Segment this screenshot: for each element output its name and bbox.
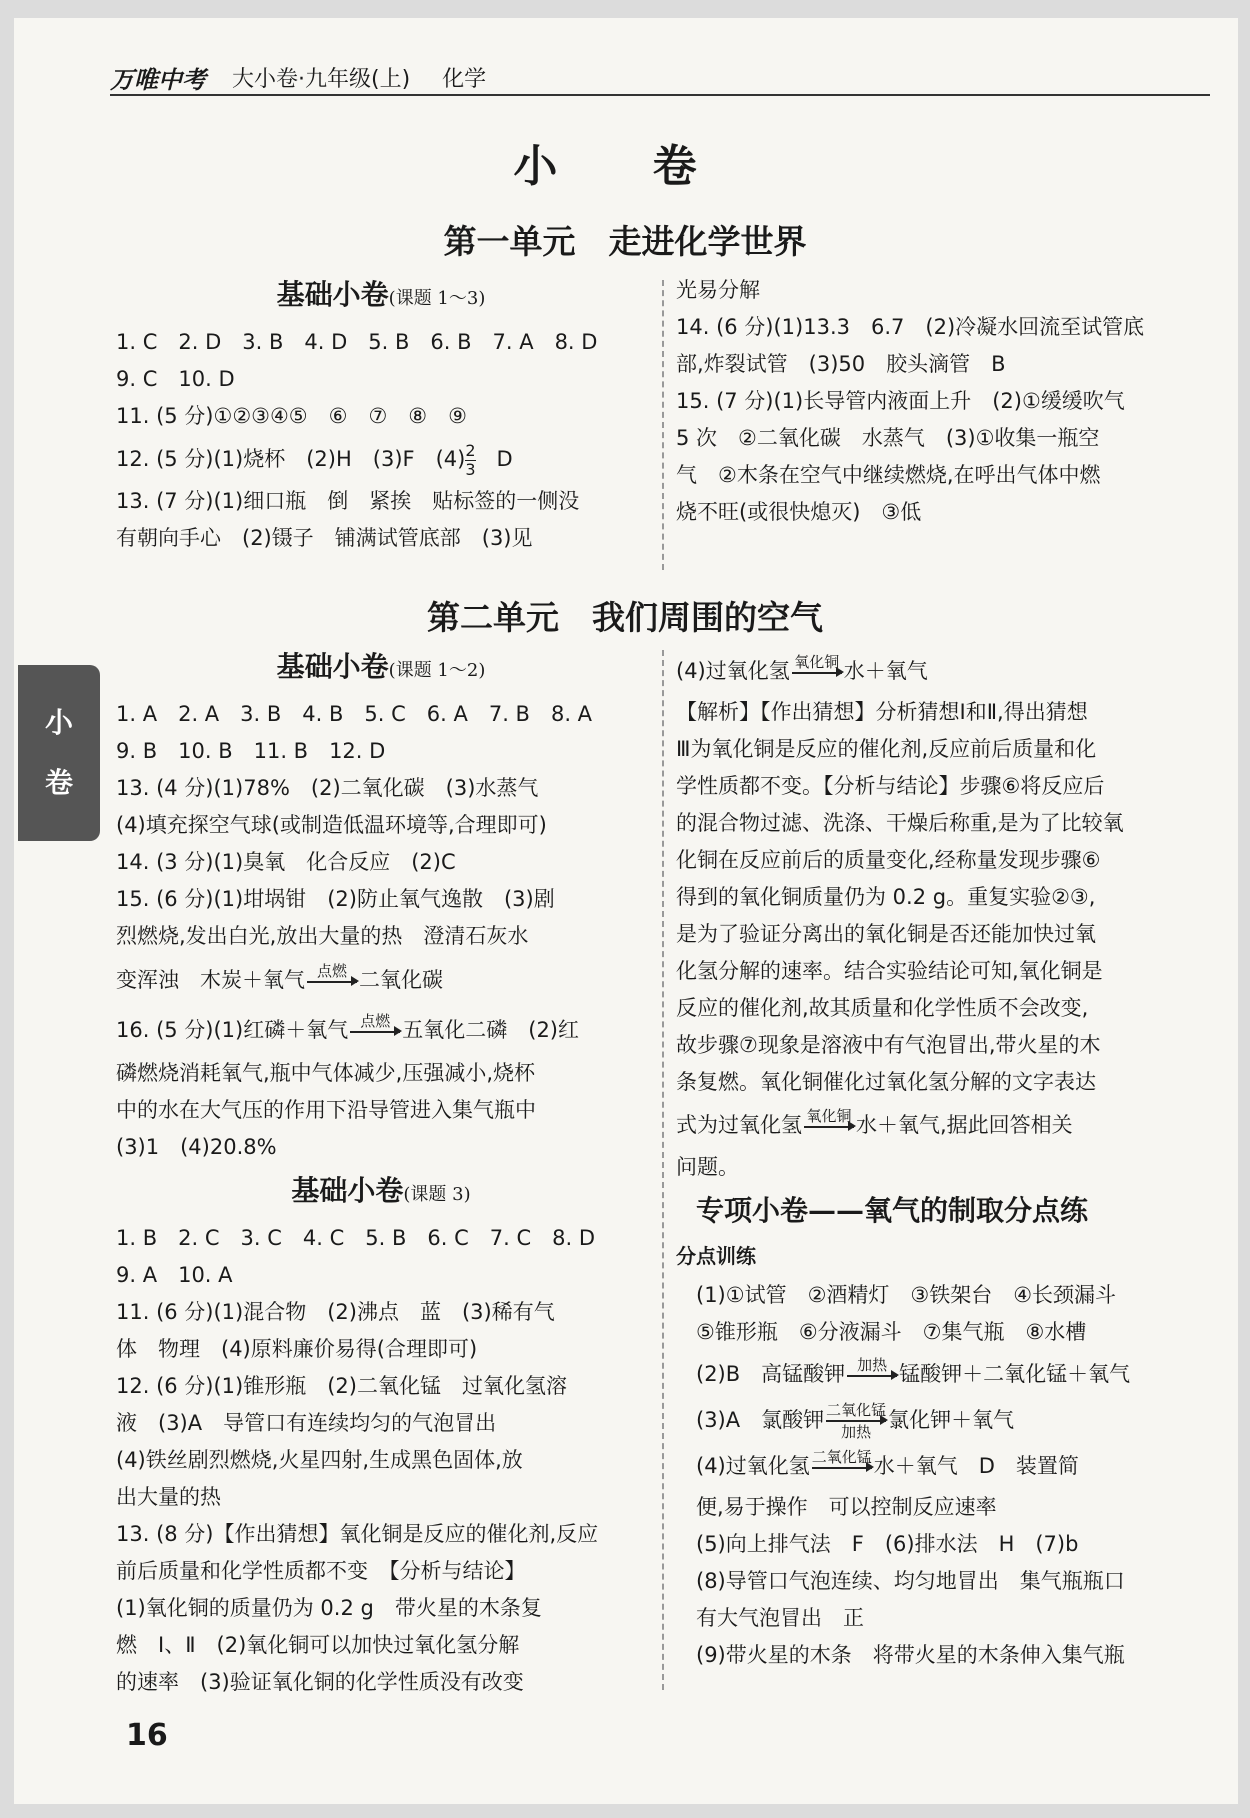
answer-line: 9. B 10. B 11. B 12. D [116,739,386,763]
answer-line: 13. (4 分)(1)78% (2)二氧化碳 (3)水蒸气 [116,776,539,800]
answer-line-q12: 12. (5 分)(1)烧杯 (2)H (3)F (4) $\frac{2}{3}$ D [116,440,513,479]
column-divider [662,650,664,1690]
subject-label: 化学 [442,66,487,92]
answer-line: (1)①试管 ②酒精灯 ③铁架台 ④长颈漏斗 [696,1283,1117,1307]
practice-label: 分点训练 [676,1244,756,1268]
unit1-title: 第一单元 走进化学世界 [443,222,807,261]
answer-line: 化铜在反应前后的质量变化,经称量发现步骤⑥ [676,848,1101,872]
answer-line: 14. (3 分)(1)臭氧 化合反应 (2)C [116,850,456,874]
answer-line: 燃 Ⅰ、Ⅱ (2)氧化铜可以加快过氧化氢分解 [116,1633,520,1657]
answer-line: 烧不旺(或很快熄灭) ③低 [676,500,922,524]
side-tab [18,665,100,841]
answer-line: 1. A 2. A 3. B 4. B 5. C 6. A 7. B 8. A [116,702,593,726]
side-tab-char: 小 [44,706,73,739]
equation-line: (4)过氧化氢 氧化铜 水＋氧气 [676,648,1206,694]
answer-line: 中的水在大气压的作用下沿导管进入集气瓶中 [116,1098,536,1122]
answer-line: 气 ②木条在空气中继续燃烧,在呼出气体中燃 [676,463,1101,487]
answer-line: 烈燃烧,发出白光,放出大量的热 澄清石灰水 [116,924,529,948]
answer-line: 9. A 10. A [116,1263,233,1287]
answer-line: 13. (8 分)【作出猜想】氧化铜是反应的催化剂,反应 [116,1522,599,1546]
answer-line: 15. (6 分)(1)坩埚钳 (2)防止氧气逸散 (3)剧 [116,887,555,911]
unit2-right-column [676,648,1206,1674]
answer-line: 1. C 2. D 3. B 4. D 5. B 6. B 7. A 8. D [116,330,598,354]
book-series: 大小卷·九年级(上) [232,66,411,92]
answer-line: 的速率 (3)验证氧化铜的化学性质没有改变 [116,1670,524,1694]
equation-line: (3)A 氯酸钾 二氧化锰 加热 氯化钾＋氧气 [696,1401,1015,1441]
answer-line: 便,易于操作 可以控制反应速率 [696,1495,997,1519]
page-number: 16 [126,1718,168,1753]
answer-line: 故步骤⑦现象是溶液中有气泡冒出,带火星的木 [676,1033,1101,1057]
side-tab-char: 卷 [44,766,73,799]
answer-line: Ⅲ为氧化铜是反应的催化剂,反应前后质量和化 [676,737,1097,761]
answer-line: 13. (7 分)(1)细口瓶 倒 紧挨 贴标签的一侧没 [116,489,580,513]
answer-line: 光易分解 [676,278,760,302]
answer-line: 的混合物过滤、洗涤、干燥后称重,是为了比较氧 [676,811,1124,835]
answer-line: 问题。 [676,1155,739,1179]
answer-line: 是为了验证分离出的氧化铜是否还能加快过氧 [676,922,1096,946]
equation-line: 式为过氧化氢 氧化铜 水＋氧气,据此回答相关 [676,1101,1206,1149]
answer-line: 5 次 ②二氧化碳 水蒸气 (3)①收集一瓶空 [676,426,1100,450]
reaction-arrow: 氧化铜 [802,1108,856,1144]
answer-line: 有朝向手心 (2)镊子 铺满试管底部 (3)见 [116,526,533,550]
equation-line: (2)B 高锰酸钾 加热 锰酸钾＋二氧化锰＋氧气 [676,1351,1206,1397]
answer-line: (4)铁丝剧烈燃烧,火星四射,生成黑色固体,放 [116,1448,523,1472]
answer-line: 14. (6 分)(1)13.3 6.7 (2)冷凝水回流至试管底 [676,315,1145,339]
answer-line: 反应的催化剂,故其质量和化学性质不会改变, [676,996,1089,1020]
answer-line: 学性质都不变。【分析与结论】步骤⑥将反应后 [676,774,1105,798]
answer-line: 9. C 10. D [116,367,235,391]
answer-line: 11. (5 分)①②③④⑤ ⑥ ⑦ ⑧ ⑨ [116,404,467,428]
reaction-arrow: 二氧化锰 [810,1449,874,1485]
answer-line: (9)带火星的木条 将带火星的木条伸入集气瓶 [696,1643,1125,1667]
answer-line: 前后质量和化学性质都不变 【分析与结论】 [116,1559,526,1583]
unit2-left-column [116,642,646,1701]
special-section-title: 专项小卷——氧气的制取分点练 [696,1194,1089,1227]
answer-line: 有大气泡冒出 正 [696,1606,864,1630]
column-divider [662,280,664,570]
main-title: 小 卷 [513,141,737,192]
reaction-arrow: 氧化铜 [790,654,844,690]
reaction-arrow: 点燃 [305,963,359,999]
answer-line: 12. (6 分)(1)锥形瓶 (2)二氧化锰 过氧化氢溶 [116,1374,567,1398]
answer-line: 部,炸裂试管 (3)50 胶头滴管 B [676,352,1006,376]
unit1-left-column [116,270,646,557]
equation-line: (4)过氧化氢 二氧化锰 水＋氧气 D 装置简 [676,1443,1206,1489]
unit2-section1-title: 基础小卷(课题 1～2) [276,650,486,683]
answer-line: 得到的氧化铜质量仍为 0.2 g。重复实验②③, [676,885,1096,909]
answer-line: 11. (6 分)(1)混合物 (2)沸点 蓝 (3)稀有气 [116,1300,555,1324]
answer-line: 出大量的热 [116,1485,221,1509]
answer-line: (3)1 (4)20.8% [116,1135,277,1159]
unit1-right-column [676,272,1206,531]
answer-line: (8)导管口气泡连续、均匀地冒出 集气瓶瓶口 [696,1569,1125,1593]
answer-line: 液 (3)A 导管口有连续均匀的气泡冒出 [116,1411,497,1435]
equation-line: 变浑浊 木炭＋氧气 点燃 二氧化碳 [116,955,646,1005]
fraction: $\frac{2}{3}$ [465,440,476,479]
answer-line: 磷燃烧消耗氧气,瓶中气体减少,压强减小,烧杯 [116,1061,536,1085]
equation-line: 16. (5 分)(1)红磷＋氧气 点燃 五氧化二磷 (2)红 [116,1005,646,1055]
answer-line: (5)向上排气法 F (6)排水法 H (7)b [696,1532,1079,1556]
reaction-arrow: 点燃 [348,1013,402,1049]
answer-line: 条复燃。氧化铜催化过氧化氢分解的文字表达 [676,1070,1096,1094]
unit1-section-title: 基础小卷(课题 1～3) [276,278,486,311]
answer-line: (1)氧化铜的质量仍为 0.2 g 带火星的木条复 [116,1596,542,1620]
unit2-section2-title: 基础小卷(课题 3) [291,1174,471,1207]
answer-line: 化氢分解的速率。结合实验结论可知,氧化铜是 [676,959,1103,983]
reaction-arrow: 加热 [845,1357,899,1393]
answer-line: (4)填充探空气球(或制造低温环境等,合理即可) [116,813,547,837]
answer-line: 15. (7 分)(1)长导管内液面上升 (2)①缓缓吹气 [676,389,1125,413]
answer-line: 1. B 2. C 3. C 4. C 5. B 6. C 7. C 8. D [116,1226,595,1250]
unit2-title: 第二单元 我们周围的空气 [427,598,823,637]
brand-logo: 万唯中考 [110,65,206,94]
answer-line: 【解析】【作出猜想】分析猜想Ⅰ和Ⅱ,得出猜想 [676,700,1088,724]
reaction-arrow: 二氧化锰 加热 [826,1401,887,1441]
page-header [110,60,1210,96]
answer-line: ⑤锥形瓶 ⑥分液漏斗 ⑦集气瓶 ⑧水槽 [696,1320,1087,1344]
answer-line: 体 物理 (4)原料廉价易得(合理即可) [116,1337,478,1361]
